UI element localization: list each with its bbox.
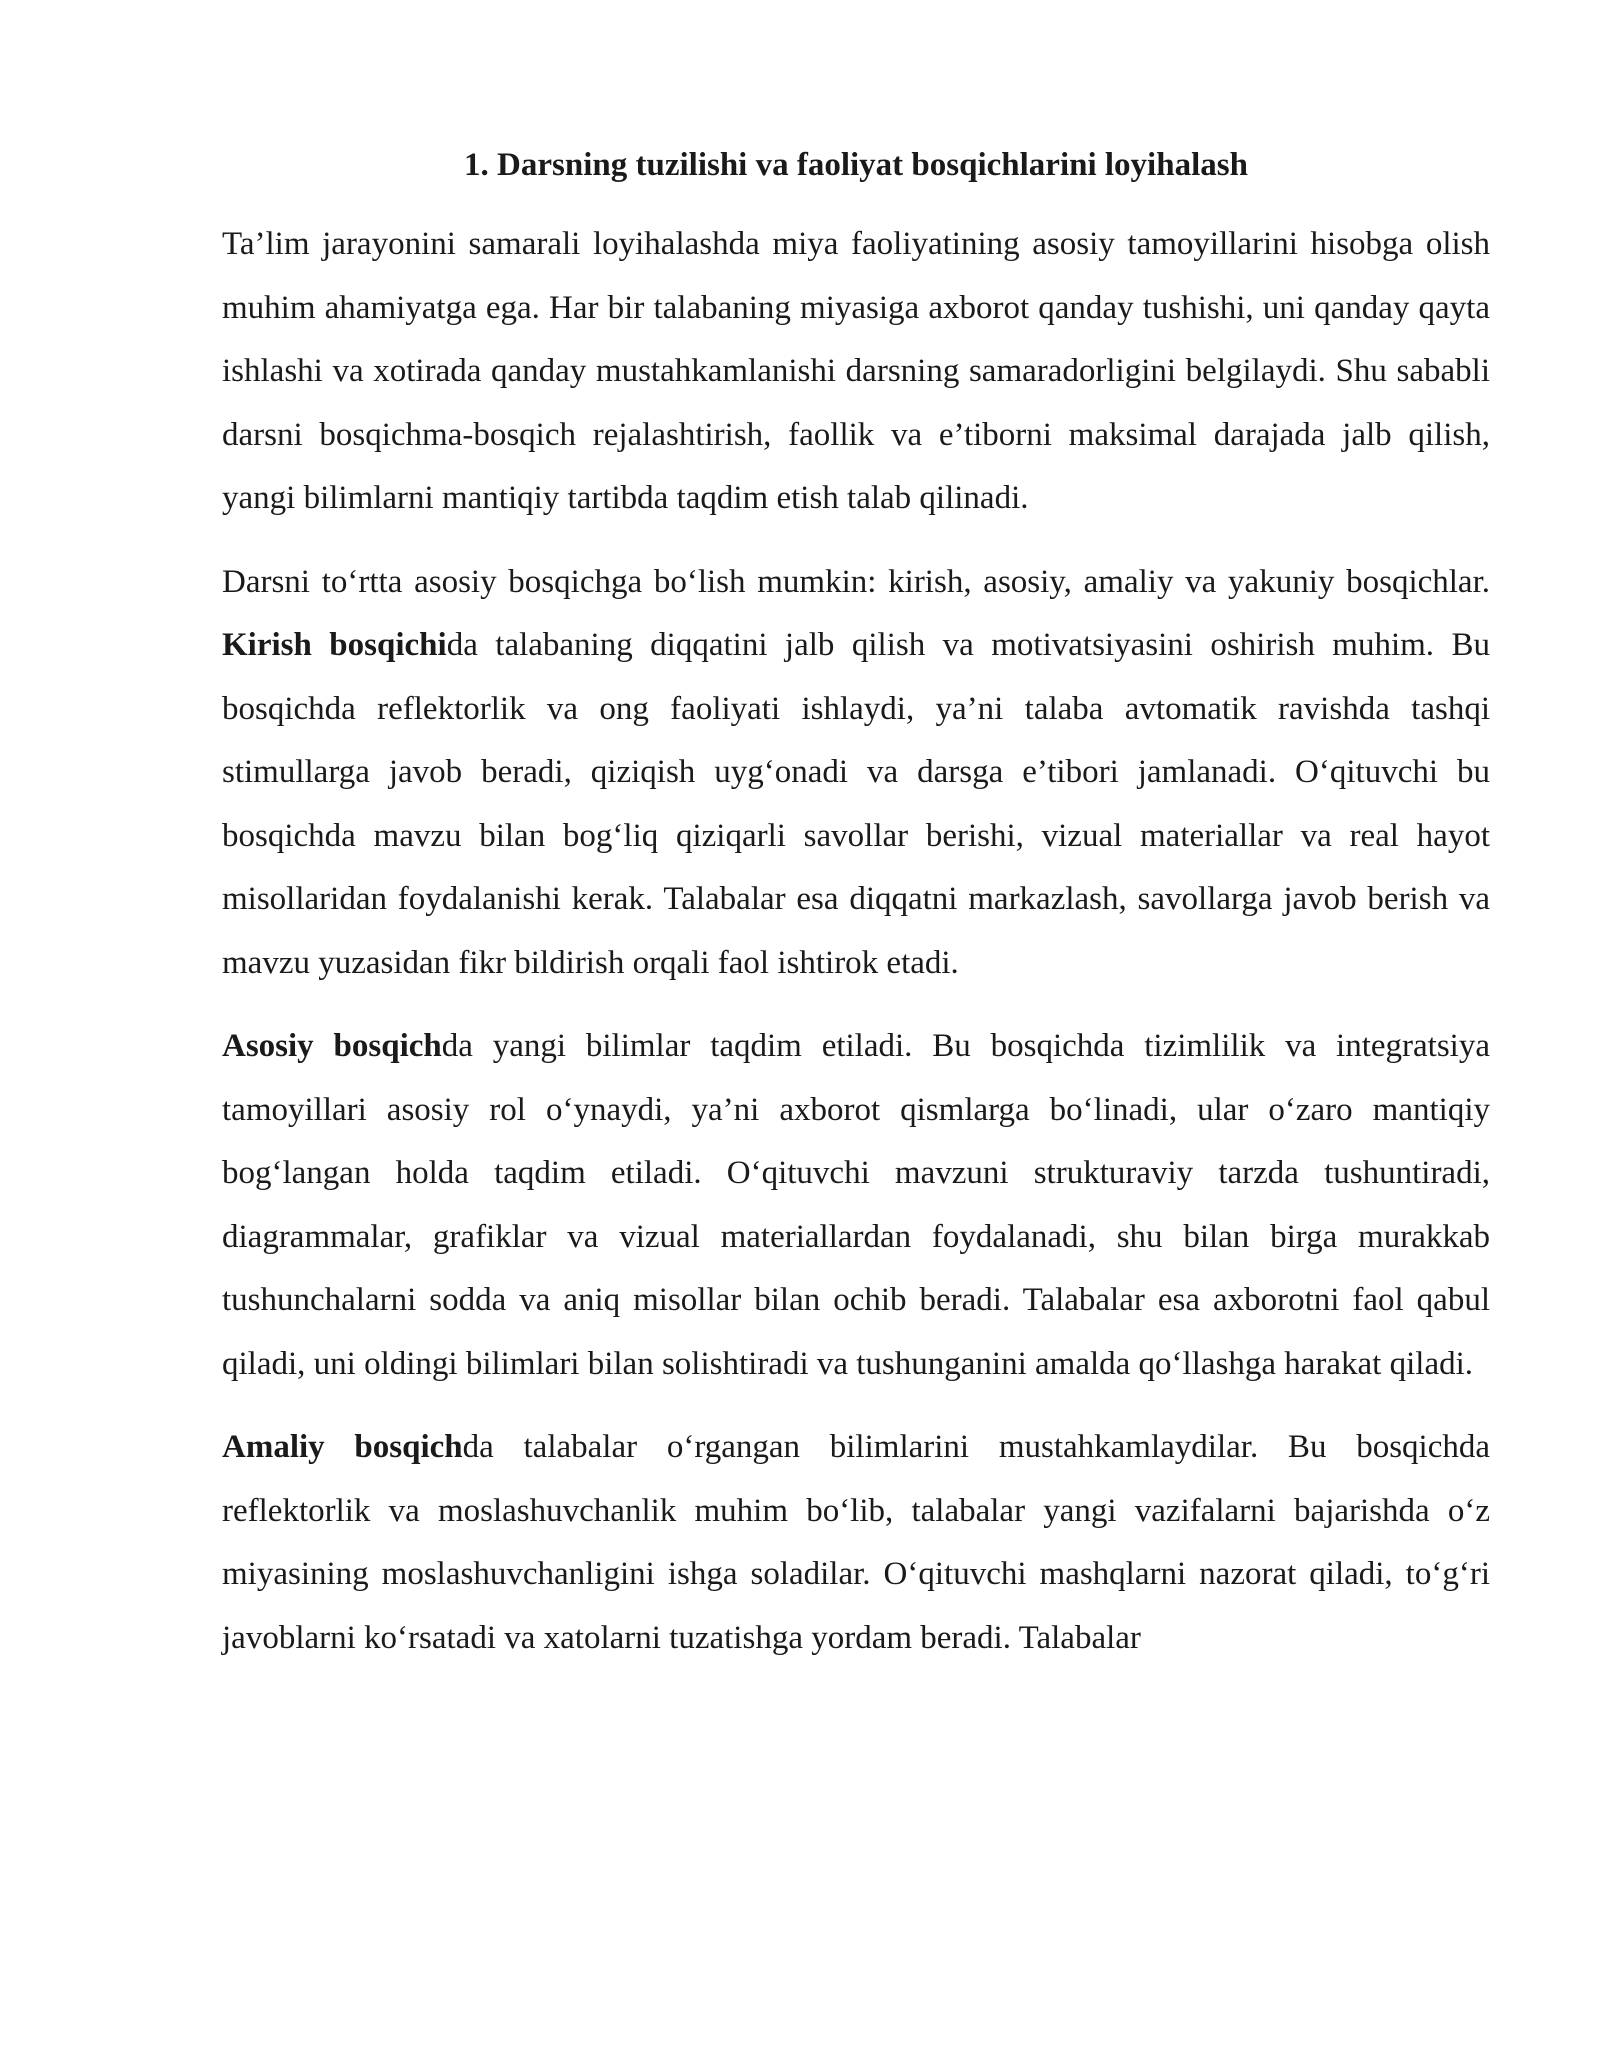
paragraph-asosiy	[222, 1015, 1490, 1396]
paragraph-text: da talabalar o‘rgangan bilimlarini mustahkamlaydilar. Bu bosqichda reflektorlik va moslashuvchanlik muhim bo‘lib, talabalar yangi vazifalarni bajarishda o‘z miyasining moslashuvchanligini ishga soladilar. O‘qituvchi mashqlarni nazorat qiladi, to‘g‘ri javoblarni ko‘rsatadi va xatolarni tuzatishga yordam beradi. Talabalar	[222, 1429, 1490, 1656]
paragraph-lead-bold: Kirish bosqichi	[222, 627, 447, 663]
paragraph-intro	[222, 213, 1490, 531]
paragraph-kirish	[222, 551, 1490, 996]
paragraph-lead-bold: Asosiy bosqich	[222, 1028, 442, 1064]
paragraph-text-before: Darsni to‘rtta asosiy bosqichga bo‘lish mumkin: kirish, asosiy, amaliy va yakuniy bosqichlar.	[222, 563, 1490, 600]
paragraph-lead-bold: Amaliy bosqich	[222, 1429, 463, 1465]
document-title: 1. Darsning tuzilishi va faoliyat bosqichlarini loyihalash	[464, 147, 1248, 183]
paragraph-text: da talabaning diqqatini jalb qilish va motivatsiyasini oshirish muhim. Bu bosqichda reflektorlik va ong faoliyati ishlaydi, ya’ni talaba avtomatik ravishda tashqi stimullarga javob beradi, qiziqish uyg‘onadi va darsga e’tibori jamlanadi. O‘qituvchi bu bosqichda mavzu bilan bog‘liq qiziqarli savollar berishi, vizual materiallar va real hayot misollaridan foydalanishi kerak. Talabalar esa diqqatni markazlash, savollarga javob berish va mavzu yuzasidan fikr bildirish orqali faol ishtirok etadi.	[222, 627, 1491, 981]
document-page	[222, 145, 1490, 1690]
paragraph-text: da yangi bilimlar taqdim etiladi. Bu bosqichda tizimlilik va integratsiya tamoyillari asosiy rol o‘ynaydi, ya’ni axborot qismlarga bo‘linadi, ular o‘zaro mantiqiy bog‘langan holda taqdim etiladi. O‘qituvchi mavzuni strukturaviy tarzda tushuntiradi, diagrammalar, grafiklar va vizual materiallardan foydalanadi, shu bilan birga murakkab tushunchalarni sodda va aniq misollar bilan ochib beradi. Talabalar esa axborotni faol qabul qiladi, uni oldingi bilimlari bilan solishtiradi va tushunganini amalda qo‘llashga harakat qiladi.	[222, 1028, 1491, 1382]
paragraph-text: Ta’lim jarayonini samarali loyihalashda miya faoliyatining asosiy tamoyillarini hisobga olish muhim ahamiyatga ega. Har bir talabaning miyasiga axborot qanday tushishi, uni qanday qayta ishlashi va xotirada qanday mustahkamlanishi darsning samaradorligini belgilaydi. Shu sababli darsni bosqichma-bosqich rejalashtirish, faollik va e’tiborni maksimal darajada jalb qilish, yangi bilimlarni mantiqiy tartibda taqdim etish talab qilinadi.	[222, 226, 1490, 516]
paragraph-amaliy	[222, 1416, 1490, 1670]
